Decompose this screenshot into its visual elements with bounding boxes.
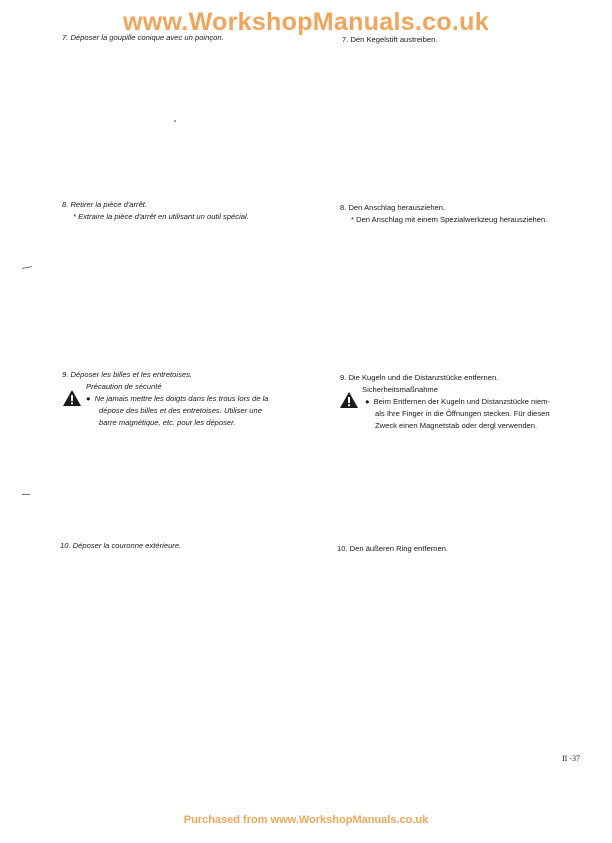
fr-step-8-note: * Extraire la pièce d'arrêt en utilisant un outil spécial. [73, 212, 249, 221]
de-caution-line-2: als Ihre Finger in die Öffnungen stecken. Für diesen [375, 409, 550, 418]
fr-step-7: 7. Déposer la goupille conique avec un poinçon. [62, 33, 224, 42]
scan-mark [22, 266, 32, 269]
de-caution-text-1: Beim Entfernen der Kugeln und Distanzstücke niem- [373, 397, 551, 406]
scan-mark [174, 120, 176, 122]
bullet-icon: ● [365, 397, 370, 406]
warning-triangle-icon [339, 391, 359, 409]
fr-caution-line-1 [86, 393, 268, 405]
bullet-icon: ● [86, 394, 91, 403]
watermark-top: www.WorkshopManuals.co.uk [123, 8, 489, 36]
fr-step-8: 8. Retirer la pièce d'arrêt. [62, 200, 148, 209]
de-step-8: 8. Den Anschlag herausziehen. [340, 203, 446, 212]
fr-step-10: 10. Déposer la couronne extérieure. [60, 541, 182, 550]
warning-triangle-icon [62, 389, 82, 407]
de-caution-line-1 [365, 396, 550, 408]
page-number: II -37 [562, 754, 580, 763]
scan-mark [22, 494, 30, 495]
fr-caution-line-3: barre magnétique, etc. pour les déposer. [99, 418, 236, 427]
de-step-8-note: * Den Anschlag mit einem Spezialwerkzeug herausziehen. [351, 215, 548, 224]
de-step-10: 10. Den äußeren Ring entfernen. [337, 544, 449, 553]
fr-caution-line-2: dépose des billes et des entretoises. Utiliser une [99, 406, 262, 415]
fr-caution-text-1: Ne jamais mettre les doigts dans les trous lors de la [94, 394, 269, 403]
de-step-7: 7. Den Kegelstift austreiben. [342, 35, 438, 44]
watermark-bottom: Purchased from www.WorkshopManuals.co.uk [183, 814, 429, 826]
de-caution-line-3: Zweck einen Magnetstab oder dergl verwenden. [375, 421, 538, 430]
de-caution-title: Sicherheitsmaßnahme [362, 385, 438, 394]
fr-caution-title: Précaution de sécurité [86, 382, 162, 391]
de-step-9: 9. Die Kugeln und die Distanzstücke entfernen. [340, 373, 499, 382]
fr-step-9: 9. Déposer les billes et les entretoises. [62, 370, 193, 379]
